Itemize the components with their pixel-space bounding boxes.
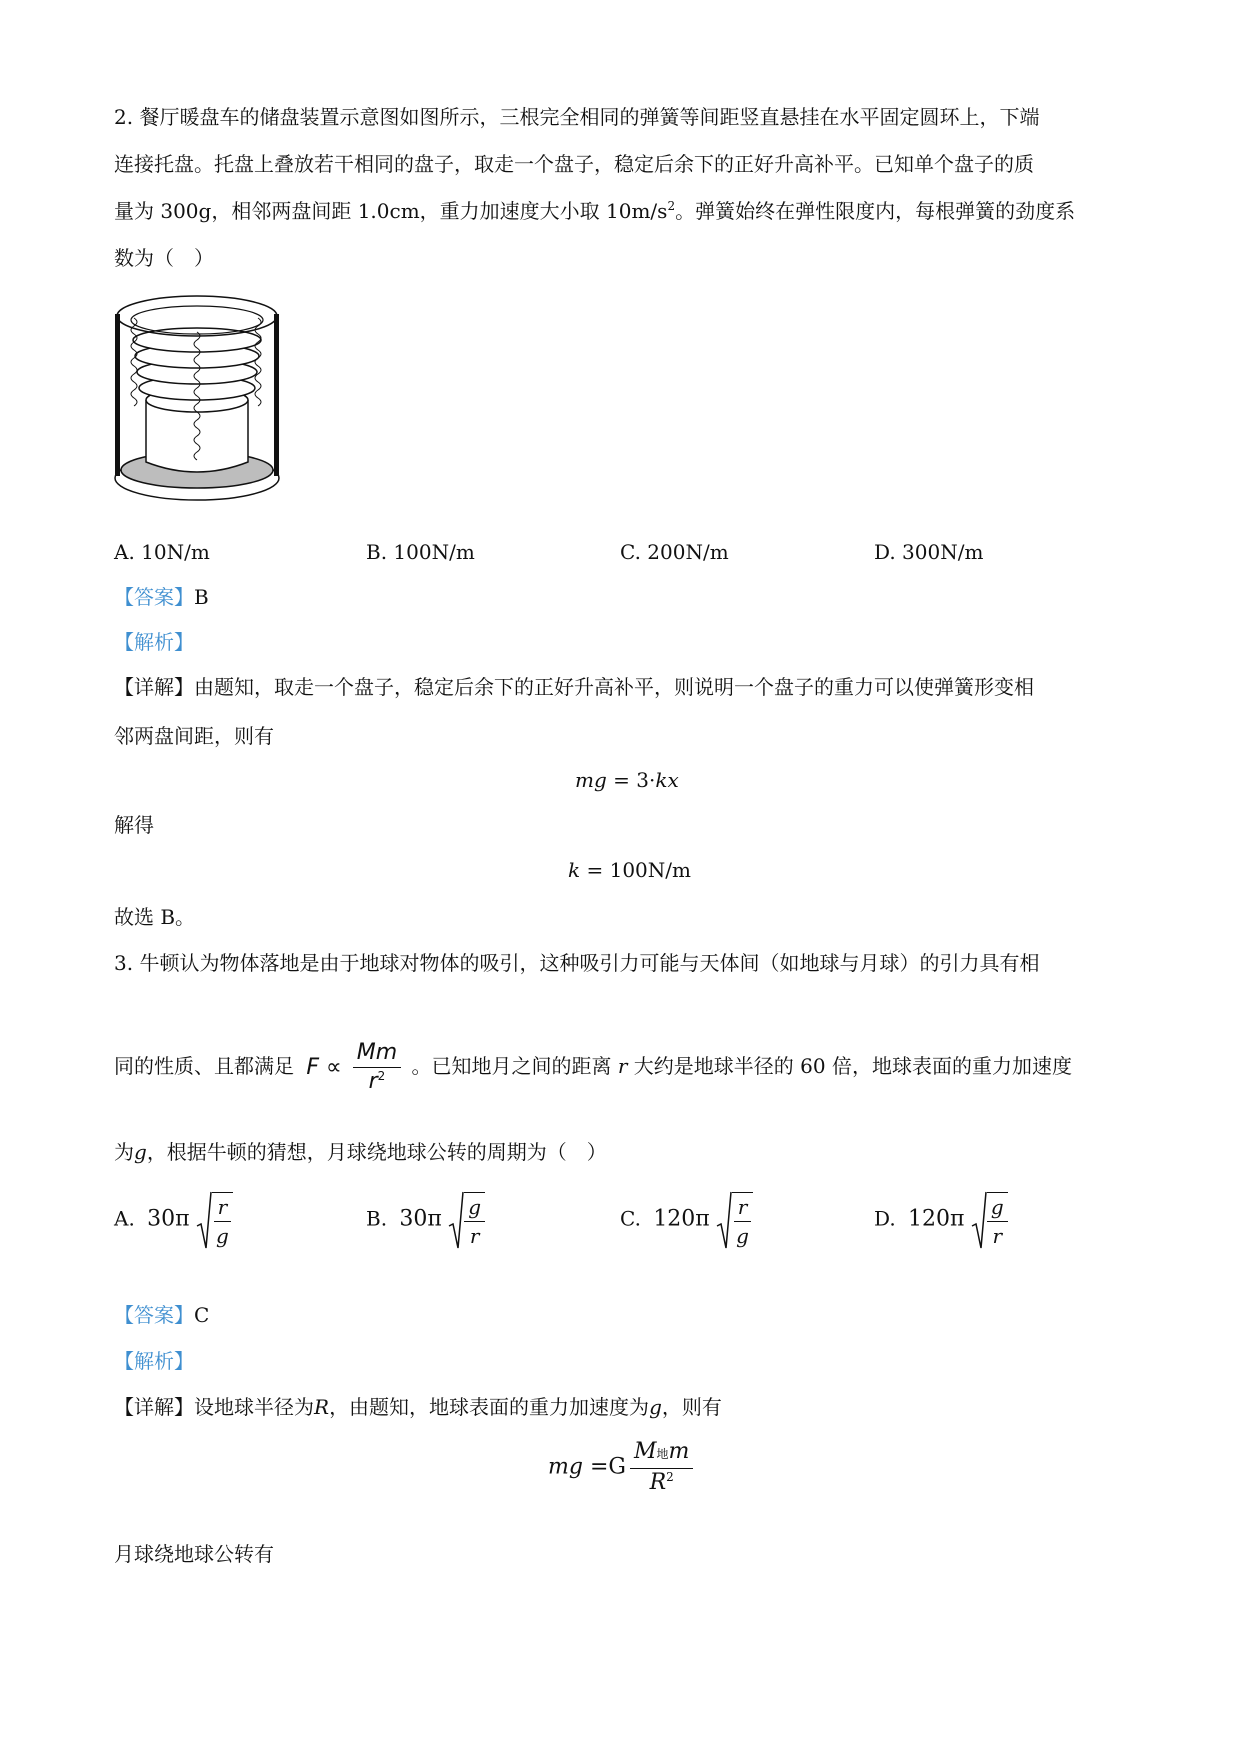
plate-warmer-diagram <box>112 292 282 522</box>
q3-stem-line-1: 3. 牛顿认为物体落地是由于地球对物体的吸引，这种吸引力可能与天体间（如地球与月球）的引力具有相 <box>114 951 1040 975</box>
q2-option-a: A. 10N/m <box>114 540 210 564</box>
q3-formula-F: F <box>306 1054 320 1080</box>
q2-stem-line-3 <box>114 197 1075 225</box>
q2-option-b: B. 100N/m <box>366 540 475 564</box>
q2-detail-tag: 【详解】 <box>114 675 194 699</box>
q3-answer-tag: 【答案】 <box>114 1303 194 1327</box>
q3-option-b-label: B. <box>366 1206 388 1231</box>
q2-answer-value: B <box>194 585 209 609</box>
q3-option-b-den: r <box>469 1224 480 1248</box>
q3-stem-line-3 <box>114 1138 607 1166</box>
sqrt-icon <box>971 1190 987 1250</box>
q3-formula-den-sup: 2 <box>377 1069 386 1083</box>
q3-option-c-coef: 120π <box>653 1206 710 1232</box>
q3-formula-num: Mm <box>356 1040 398 1065</box>
q3-eq-num-sub: 地 <box>656 1447 669 1461</box>
q2-eq1-rhs: kx <box>655 768 679 792</box>
q2-equation-1 <box>575 766 679 794</box>
sqrt-icon <box>448 1190 464 1250</box>
q2-stem-line-3-a: 量为 300g，相邻两盘间距 1.0cm，重力加速度大小取 10m/s <box>114 199 668 223</box>
q3-eq-eq: =G <box>582 1454 626 1480</box>
q3-formula-prop: ∝ <box>326 1054 342 1080</box>
q2-stem-line-2: 连接托盘。托盘上叠放若干相同的盘子，取走一个盘子，稳定后余下的正好升高补平。已知单个盘子的质 <box>114 152 1034 176</box>
q2-stem-line-1: 2. 餐厅暖盘车的储盘装置示意图如图所示，三根完全相同的弹簧等间距竖直悬挂在水平固定圆环上，下端 <box>114 105 1040 129</box>
q2-eq1-lhs: mg <box>575 768 607 792</box>
q3-detail-g: g <box>649 1395 662 1419</box>
q3-formula-fraction <box>353 1041 401 1094</box>
q3-analysis-tag: 【解析】 <box>114 1349 194 1373</box>
q3-eq-lhs: mg <box>548 1454 583 1480</box>
q3-option-d-den: r <box>992 1224 1003 1248</box>
q2-equation-2 <box>568 856 691 884</box>
q3-option-d-coef: 120π <box>908 1206 965 1232</box>
q2-answer-tag: 【答案】 <box>114 585 194 609</box>
q3-option-b-coef: 30π <box>399 1206 442 1232</box>
q3-option-c-den: g <box>736 1224 749 1248</box>
q2-conclusion: 故选 B。 <box>114 905 196 929</box>
q3-option-b <box>366 1190 489 1250</box>
q2-detail-text-1: 由题知，取走一个盘子，稳定后余下的正好升高补平，则说明一个盘子的重力可以使弹簧形变相 <box>194 675 1034 699</box>
q3-formula-den: r <box>368 1069 378 1094</box>
q3-option-c-num: r <box>737 1195 748 1219</box>
q3-option-d <box>874 1190 1012 1250</box>
q2-detail-line-2: 邻两盘间距，则有 <box>114 724 274 748</box>
q2-answer <box>114 583 209 611</box>
q2-option-d: D. 300N/m <box>874 540 984 564</box>
q3-stem-line-2 <box>114 1036 1072 1098</box>
q3-detail-b: ，由题知，地球表面的重力加速度为 <box>329 1395 650 1419</box>
q3-eq-den-R: R <box>649 1470 667 1495</box>
sqrt-icon <box>196 1190 212 1250</box>
q3-eq-num-M: M <box>633 1439 657 1464</box>
q2-stem-line-3-b: 。弹簧始终在弹性限度内，每根弹簧的劲度系 <box>675 199 1076 223</box>
q2-detail-line-1 <box>114 673 1034 701</box>
q3-eq-num-m: m <box>668 1439 690 1464</box>
q3-option-d-label: D. <box>874 1206 896 1231</box>
q3-stem-line-3-b: ，根据牛顿的猜想，月球绕地球公转的周期为（ ） <box>146 1140 607 1164</box>
q3-option-d-num: g <box>990 1195 1004 1219</box>
q3-formula <box>306 1038 405 1098</box>
q3-stem-line-2-a: 同的性质、且都满足 <box>114 1054 294 1078</box>
q3-option-a <box>114 1190 237 1250</box>
q3-answer-value: C <box>194 1303 210 1327</box>
q3-equation <box>548 1440 697 1495</box>
q3-detail-a: 设地球半径为 <box>194 1395 314 1419</box>
q3-stem-line-3-g: g <box>134 1140 147 1164</box>
q2-option-c: C. 200N/m <box>620 540 729 564</box>
q3-option-c <box>620 1190 757 1250</box>
q3-detail-tag: 【详解】 <box>114 1395 194 1419</box>
sqrt-icon <box>716 1190 732 1250</box>
q3-stem-line-3-a: 为 <box>114 1140 134 1164</box>
q3-option-a-num: r <box>217 1195 228 1219</box>
q3-stem-line-2-c: 大约是地球半径的 60 倍，地球表面的重力加速度 <box>633 1054 1072 1078</box>
q2-eq1-mid: = 3· <box>606 768 656 792</box>
q2-stem-line-4: 数为（ ） <box>114 246 214 270</box>
q3-answer <box>114 1301 209 1329</box>
q3-last-line: 月球绕地球公转有 <box>114 1542 274 1566</box>
q3-stem-line-2-b: 。已知地月之间的距离 <box>411 1054 612 1078</box>
q2-stem-line-3-sup: 2 <box>667 199 676 213</box>
q3-option-a-den: g <box>215 1224 229 1248</box>
q2-eq2-var: k <box>568 858 581 882</box>
q3-option-c-label: C. <box>620 1206 641 1231</box>
q2-eq2-val: = 100N/m <box>580 858 691 882</box>
q2-solve-text: 解得 <box>114 813 154 837</box>
q3-eq-den-sup: 2 <box>666 1470 674 1484</box>
q3-option-b-num: g <box>468 1195 482 1219</box>
q2-analysis-tag: 【解析】 <box>114 630 194 654</box>
q3-eq-fraction <box>630 1440 693 1495</box>
q3-option-a-coef: 30π <box>147 1206 190 1232</box>
q3-option-a-label: A. <box>114 1206 135 1231</box>
q3-detail-c: ，则有 <box>661 1395 722 1419</box>
q3-stem-line-2-r: r <box>617 1054 628 1078</box>
q3-detail-R: R <box>314 1395 330 1419</box>
q3-detail-line <box>114 1393 722 1421</box>
